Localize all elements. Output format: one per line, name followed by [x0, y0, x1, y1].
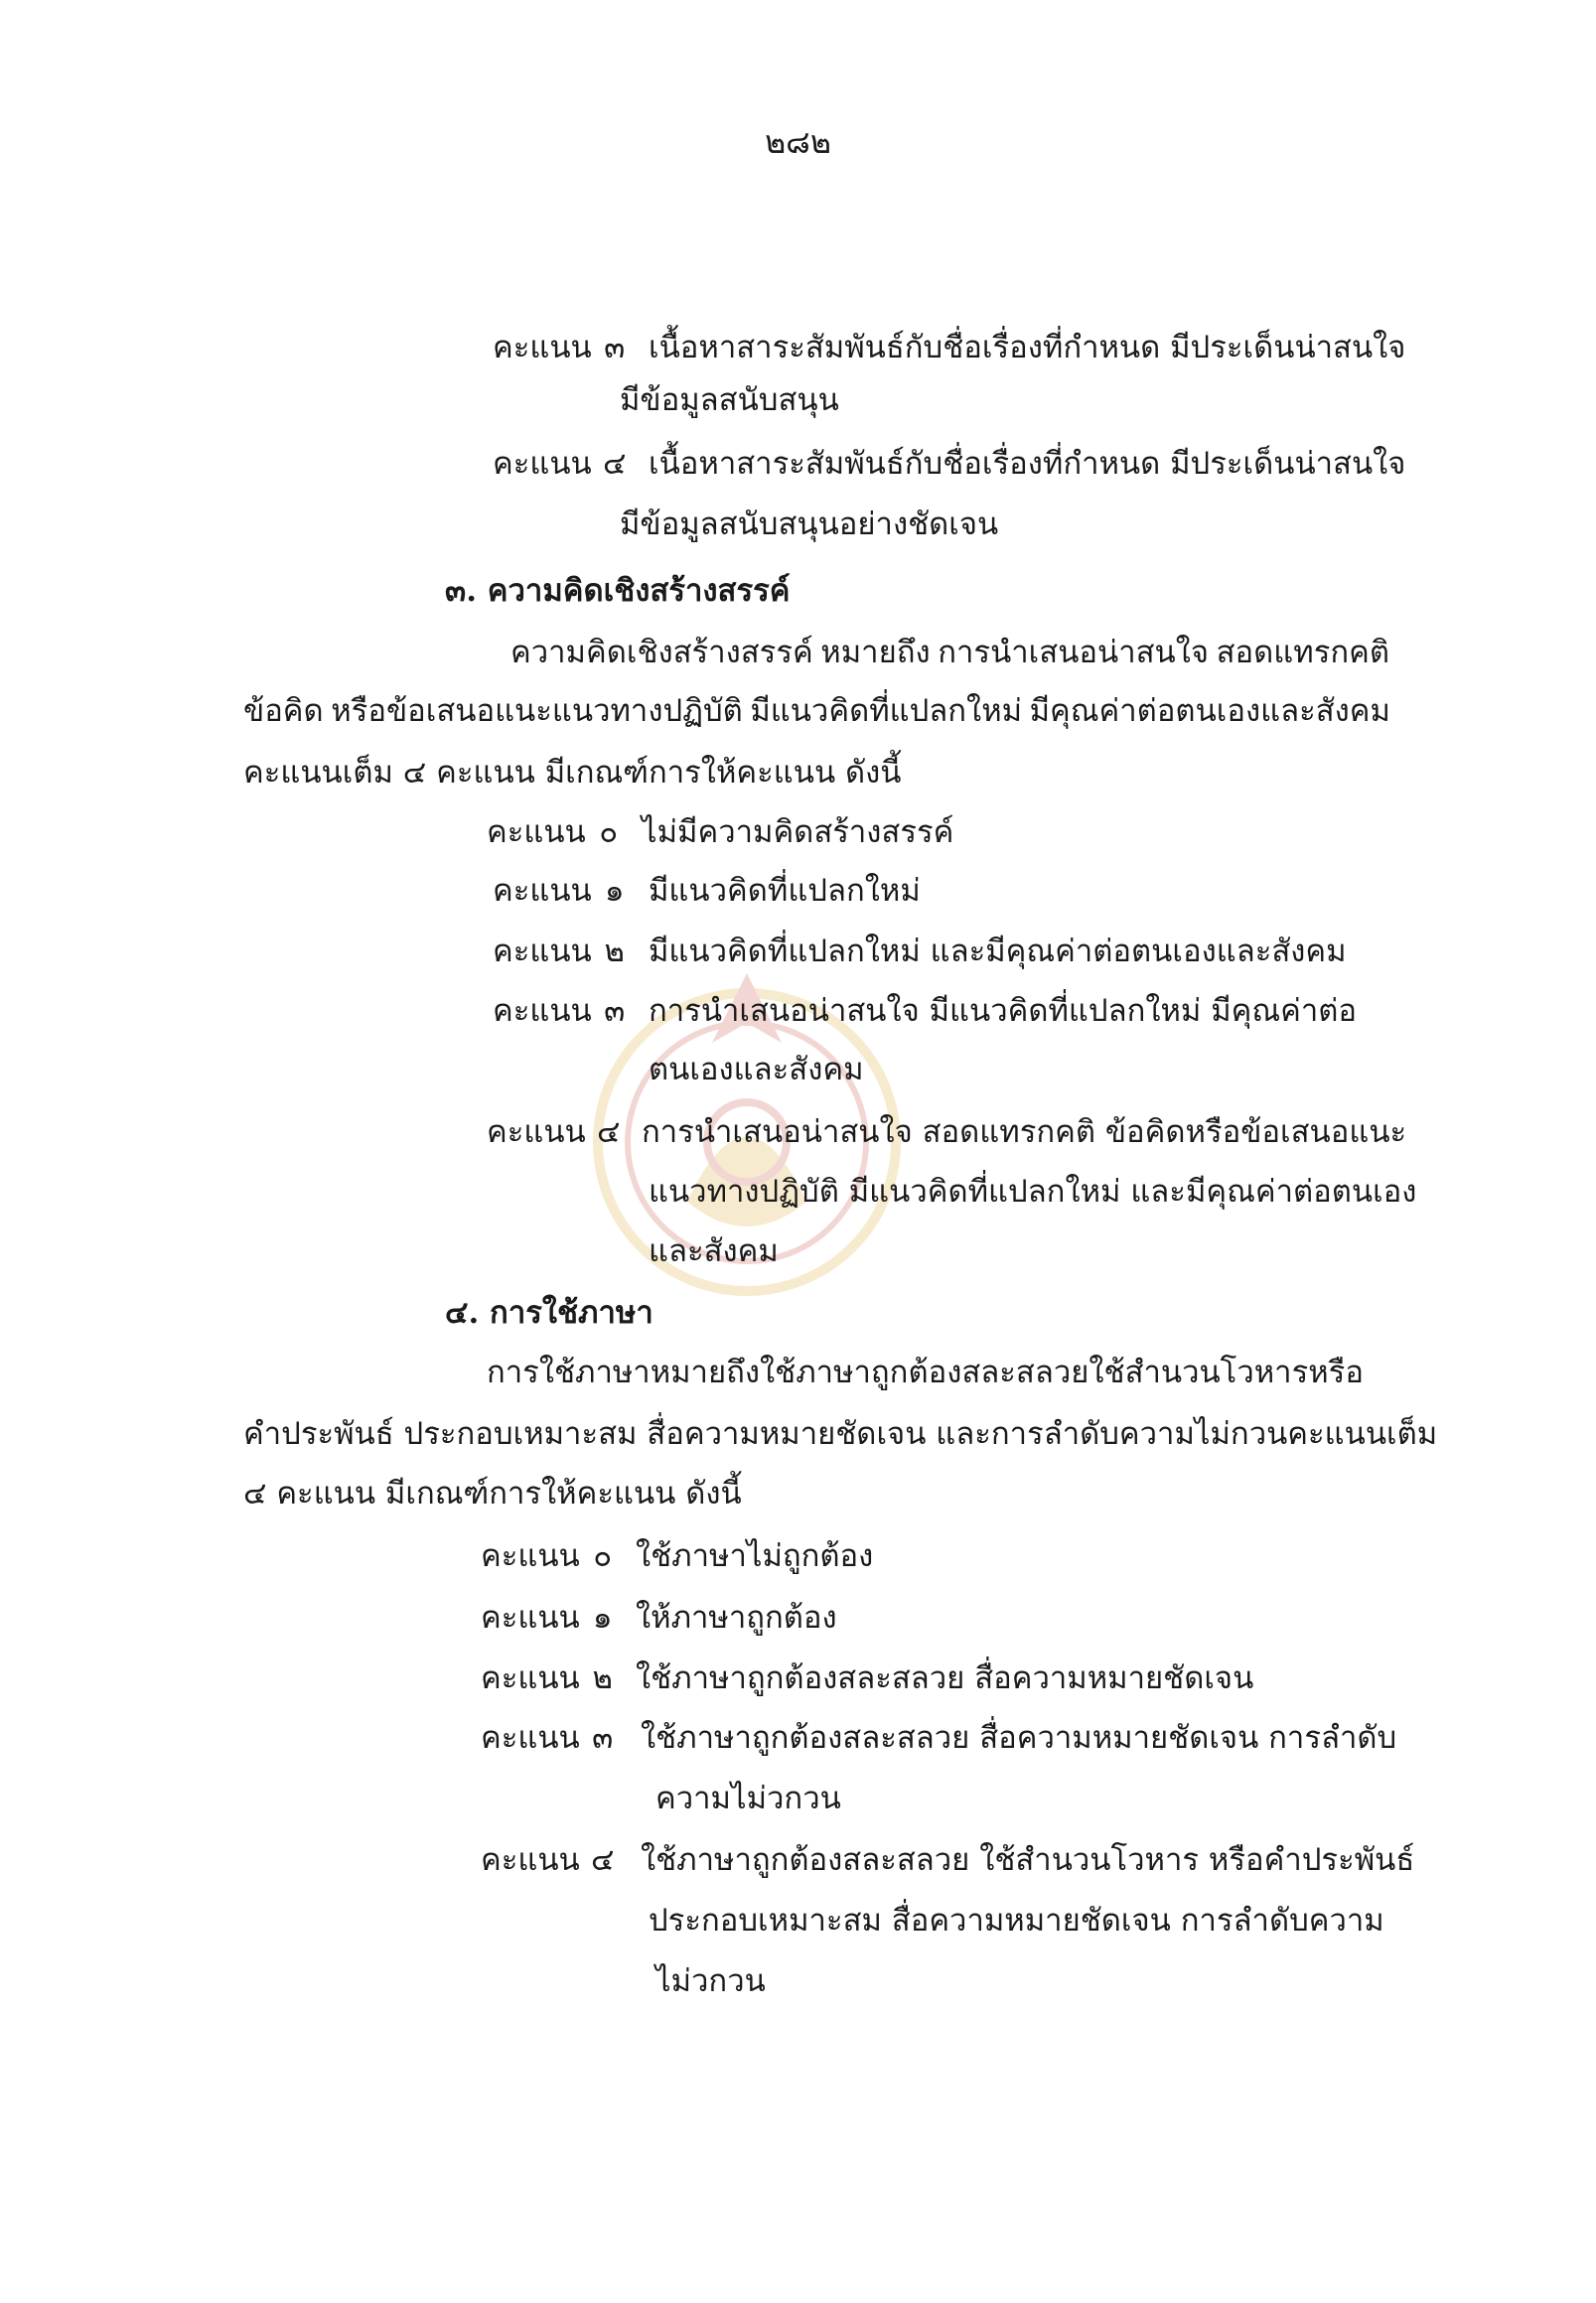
score-text: การนำเสนอน่าสนใจ สอดแทรกคติ ข้อคิดหรือข้อเสนอแนะ [642, 1114, 1407, 1150]
score-text: มีแนวคิดที่แปลกใหม่ [649, 873, 921, 909]
score-text: การนำเสนอน่าสนใจ มีแนวคิดที่แปลกใหม่ มีคุณค่าต่อ [649, 993, 1358, 1029]
section3-desc-line: คะแนนเต็ม ๔ คะแนน มีเกณฑ์การให้คะแนน ดังนี้ [243, 755, 902, 791]
score-text: เนื้อหาสาระสัมพันธ์กับชื่อเรื่องที่กำหนด มีประเด็นน่าสนใจ [649, 330, 1406, 365]
score-text: มีแนวคิดที่แปลกใหม่ และมีคุณค่าต่อตนเองและสังคม [649, 934, 1347, 969]
score-text: ไม่วกวน [655, 1963, 766, 1999]
page-number: ๒๘๒ [765, 123, 831, 161]
section4-heading: ๔. การใช้ภาษา [445, 1295, 653, 1331]
score-text: ให้ภาษาถูกต้อง [636, 1600, 837, 1636]
score-text: แนวทางปฏิบัติ มีแนวคิดที่แปลกใหม่ และมีคุณค่าต่อตนเอง [649, 1174, 1417, 1210]
section4-desc-line: คำประพันธ์ ประกอบเหมาะสม สื่อความหมายชัดเจน และการลำดับความไม่กวน คะแนนเต็ม [243, 1416, 1438, 1452]
section4-desc-line: การใช้ภาษา หมายถึง ใช้ภาษาถูกต้องสละสลวย ใช้สำนวนโวหาร หรือ [487, 1355, 1364, 1390]
score-item: คะแนน ๐ [487, 814, 619, 850]
score-text: ตนเองและสังคม [649, 1052, 864, 1087]
score-text: ใช้ภาษาถูกต้องสละสลวย สื่อความหมายชัดเจน [636, 1660, 1254, 1696]
score-item: คะแนน ๑ [493, 873, 625, 909]
score-item: คะแนน ๔ [481, 1842, 615, 1878]
score-text: เนื้อหาสาระสัมพันธ์กับชื่อเรื่องที่กำหนด มีประเด็นน่าสนใจ [649, 446, 1406, 482]
score-item: คะแนน ๓ [481, 1720, 614, 1756]
score-item: คะแนน ๓ [493, 993, 626, 1029]
score-item: คะแนน ๒ [481, 1660, 613, 1696]
score-item: คะแนน ๒ [493, 934, 625, 969]
score-text: ประกอบเหมาะสม สื่อความหมายชัดเจน การลำดับความ [649, 1903, 1384, 1939]
score-text: มีข้อมูลสนับสนุน [620, 382, 839, 418]
score-text: ใช้ภาษาไม่ถูกต้อง [636, 1538, 874, 1574]
score-text: ใช้ภาษาถูกต้องสละสลวย ใช้สำนวนโวหาร หรือคำประพันธ์ [641, 1842, 1415, 1878]
score-item: คะแนน ๓ [493, 330, 626, 365]
section3-heading: ๓. ความคิดเชิงสร้างสรรค์ [445, 573, 791, 609]
score-text: ความไม่วกวน [655, 1781, 841, 1816]
score-item: คะแนน ๔ [493, 446, 627, 482]
section3-desc-line: ความคิดเชิงสร้างสรรค์ หมายถึง การนำเสนอน่าสนใจ สอดแทรกคติ [510, 635, 1389, 670]
score-text: และสังคม [649, 1233, 779, 1269]
score-item: คะแนน ๐ [481, 1538, 613, 1574]
section3-desc-line: ข้อคิด หรือข้อเสนอแนะแนวทางปฏิบัติ มีแนวคิดที่แปลกใหม่ มีคุณค่าต่อตนเองและสังคม [243, 693, 1390, 729]
score-text: ใช้ภาษาถูกต้องสละสลวย สื่อความหมายชัดเจน การลำดับ [641, 1720, 1397, 1756]
score-text: มีข้อมูลสนับสนุนอย่างชัดเจน [620, 506, 999, 542]
score-item: คะแนน ๔ [487, 1114, 621, 1150]
section4-desc-line: ๔ คะแนน มีเกณฑ์การให้คะแนน ดังนี้ [243, 1476, 742, 1511]
score-text: ไม่มีความคิดสร้างสรรค์ [642, 814, 954, 850]
score-item: คะแนน ๑ [481, 1600, 613, 1636]
